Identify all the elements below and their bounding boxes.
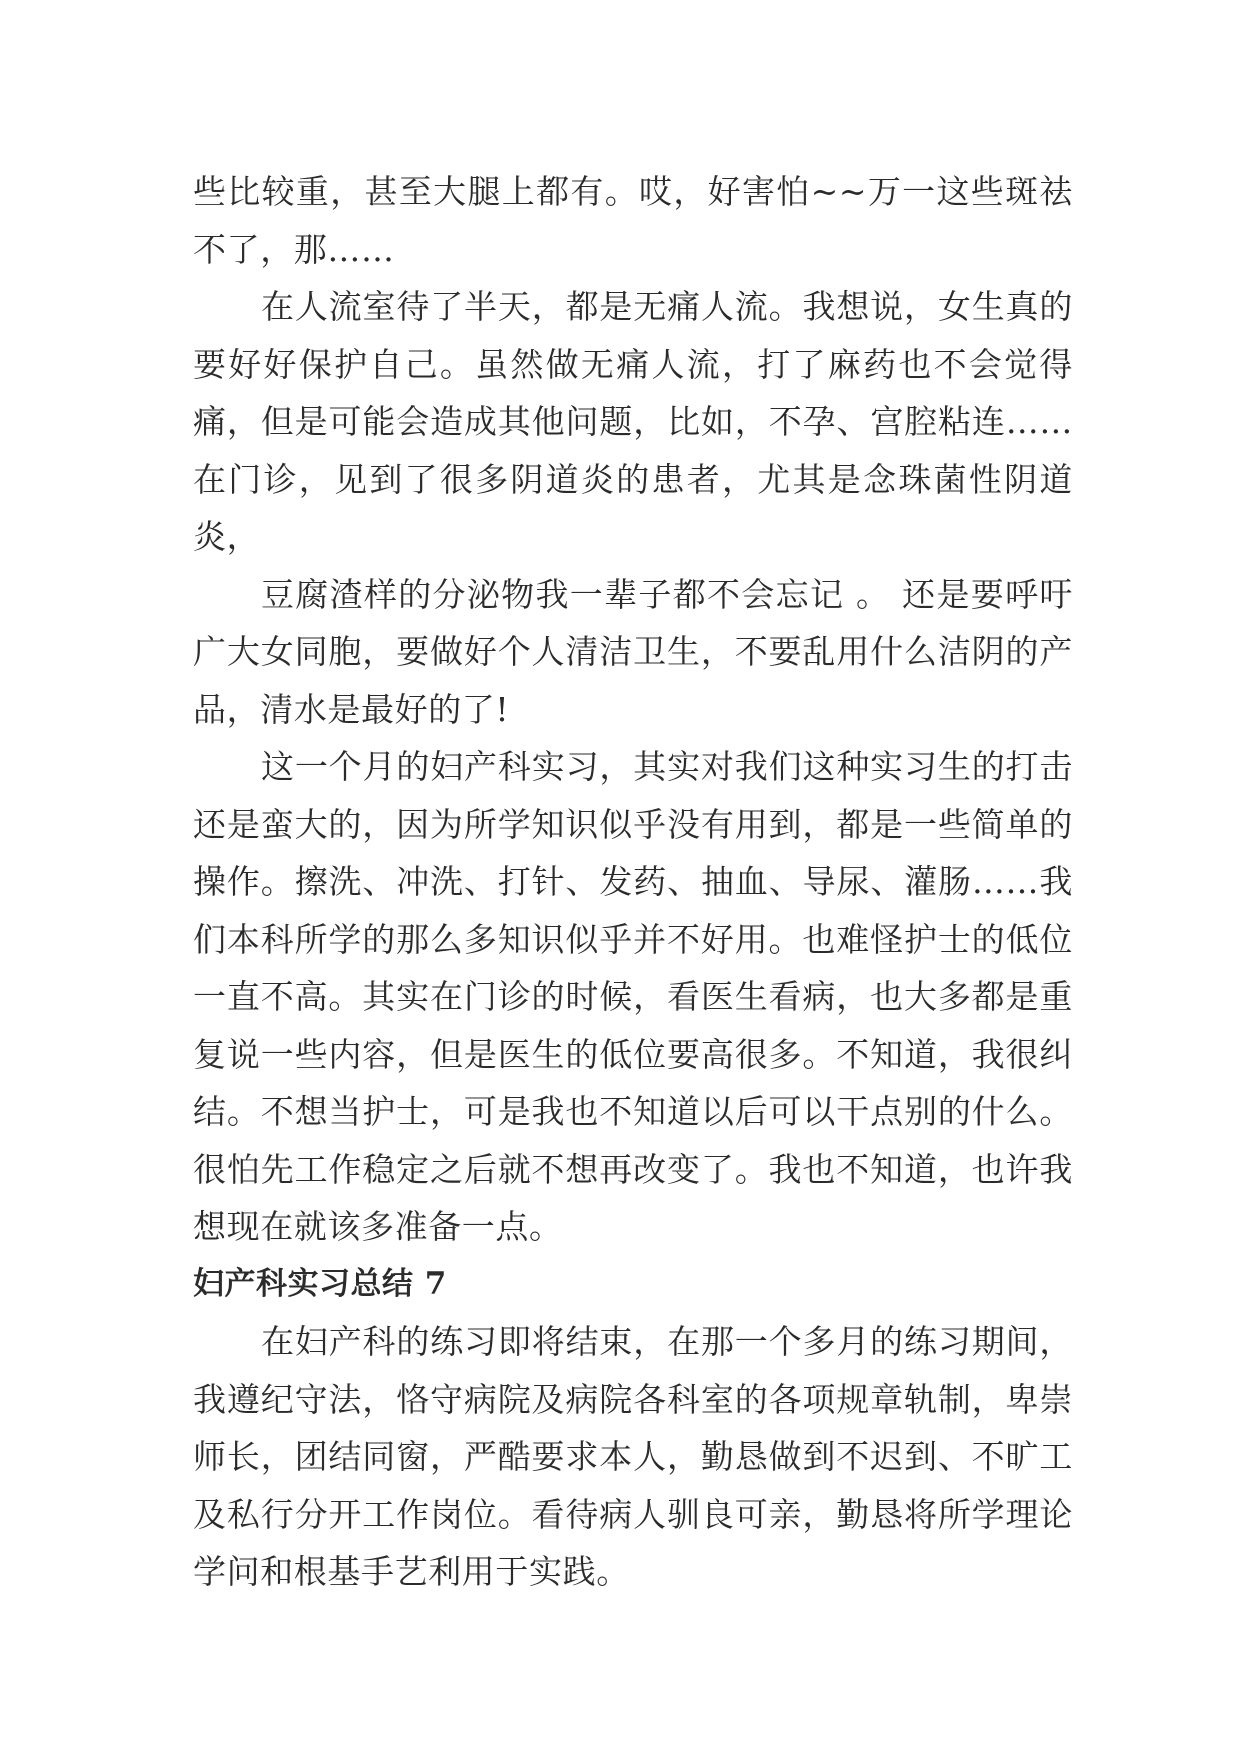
- document-body: [193, 163, 1073, 1601]
- paragraph-3: 豆腐渣样的分泌物我一辈子都不会忘记 。 还是要呼吁广大女同胞，要做好个人清洁卫生，不要乱用什么洁阴的产品，清水是最好的了!: [193, 574, 1073, 729]
- paragraph-1: 些比较重，甚至大腿上都有。哎，好害怕~~万一这些斑祛不了，那……: [193, 172, 1073, 269]
- section-heading: 妇产科实习总结 7: [193, 1265, 447, 1302]
- paragraph-4: 这一个月的妇产科实习，其实对我们这种实习生的打击还是蛮大的，因为所学知识似乎没有用到，都是一些简单的操作。擦洗、冲洗、打针、发药、抽血、导尿、灌肠……我们本科所学的那么多知识似乎并不好用。也难怪护士的低位一直不高。其实在门诊的时候，看医生看病，也大多都是重复说一些内容，但是医生的低位要高很多。不知道，我很纠结。不想当护士，可是我也不知道以后可以干点别的什么。很怕先工作稳定之后就不想再改变了。我也不知道，也许我想现在就该多准备一点。: [193, 747, 1073, 1246]
- paragraph-5: 在妇产科的练习即将结束，在那一个多月的练习期间，我遵纪守法，恪守病院及病院各科室的各项规章轨制，卑崇师长，团结同窗，严酷要求本人，勤恳做到不迟到、不旷工及私行分开工作岗位。看待病人驯良可亲，勤恳将所学理论学问和根基手艺利用于实践。: [193, 1322, 1073, 1591]
- paragraph-2: 在人流室待了半天，都是无痛人流。我想说，女生真的要好好保护自己。虽然做无痛人流，打了麻药也不会觉得痛，但是可能会造成其他问题，比如，不孕、宫腔粘连……在门诊，见到了很多阴道炎的患者，尤其是念珠菌性阴道炎，: [193, 287, 1073, 556]
